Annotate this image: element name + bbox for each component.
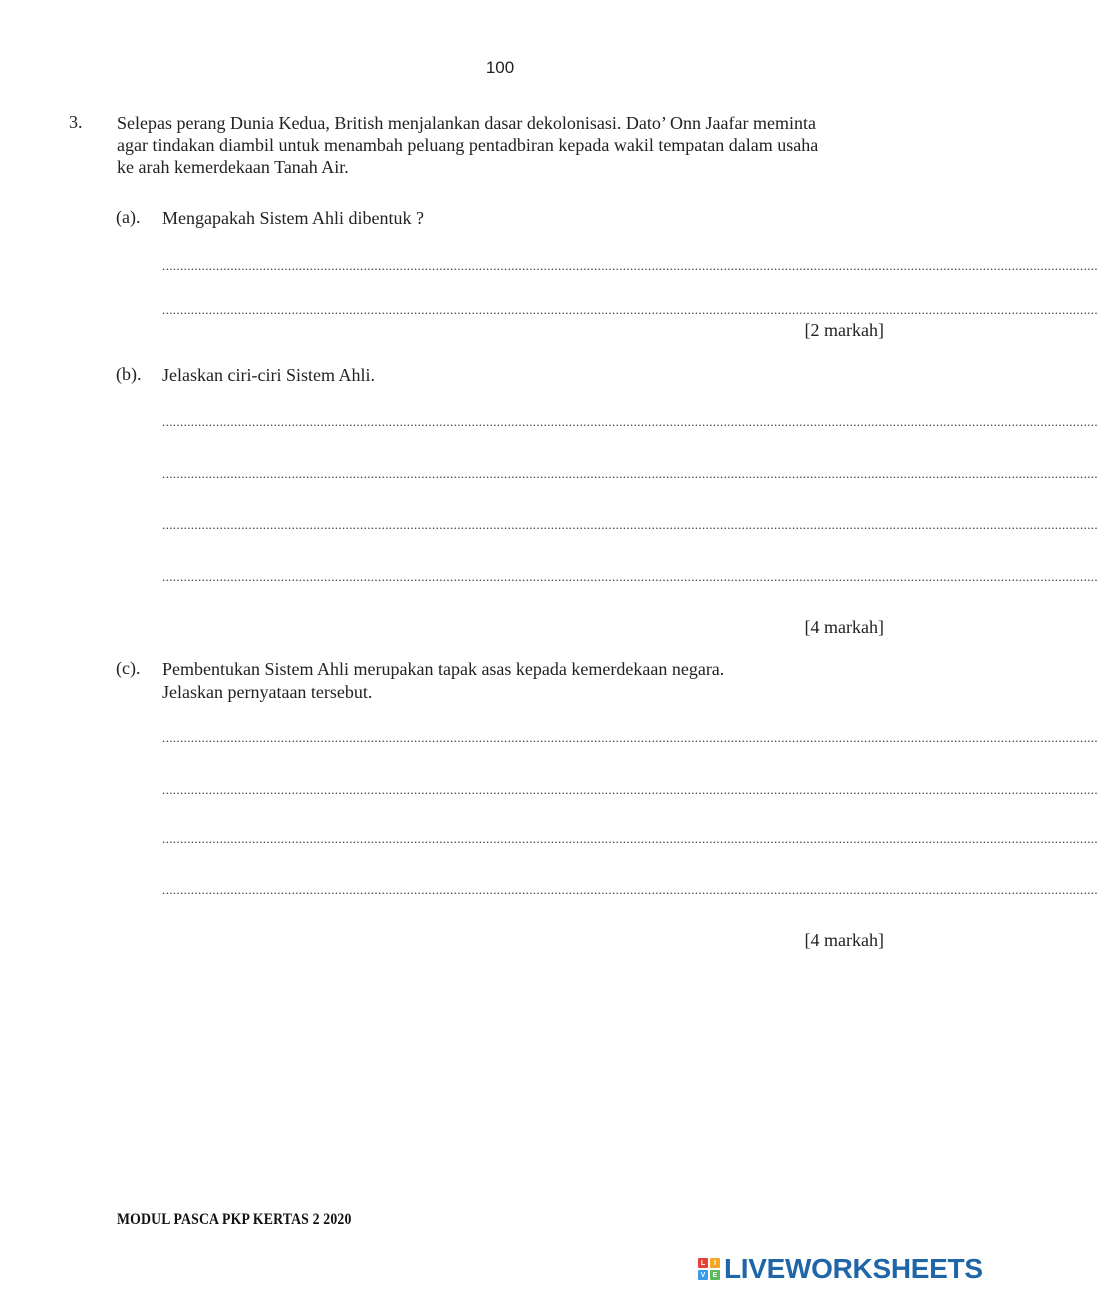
answer-line[interactable]: .................................................................................................................................................................................................................................................................... [162, 302, 1098, 317]
stem-line: Selepas perang Dunia Kedua, British menjalankan dasar dekolonisasi. Dato’ Onn Jaafar meminta [117, 113, 816, 133]
question-stem [117, 112, 897, 178]
part-c-question-line: Jelaskan pernyataan tersebut. [162, 682, 373, 702]
part-c-question-line: Pembentukan Sistem Ahli merupakan tapak asas kepada kemerdekaan negara. [162, 659, 725, 679]
part-b-question: Jelaskan ciri-ciri Sistem Ahli. [162, 365, 375, 385]
part-a-label: (a). [116, 207, 141, 227]
brand-name: LIVEWORKSHEETS [724, 1253, 983, 1284]
part-c-marks: [4 markah] [804, 930, 884, 950]
page-number: 100 [485, 58, 515, 77]
brand-logo-icon [698, 1258, 720, 1280]
brand-watermark [698, 1254, 983, 1284]
question-number: 3. [69, 112, 83, 132]
answer-line[interactable]: .................................................................................................................................................................................................................................................................... [162, 730, 1098, 745]
logo-cell: L [698, 1258, 708, 1268]
stem-line: agar tindakan diambil untuk menambah peluang pentadbiran kepada wakil tempatan dalam usaha [117, 135, 819, 155]
answer-line[interactable]: .................................................................................................................................................................................................................................................................... [162, 258, 1098, 273]
part-b-marks: [4 markah] [804, 617, 884, 637]
answer-line[interactable]: .................................................................................................................................................................................................................................................................... [162, 831, 1098, 846]
part-b-label: (b). [116, 364, 142, 384]
part-a-question: Mengapakah Sistem Ahli dibentuk ? [162, 208, 424, 228]
part-c-label: (c). [116, 658, 141, 678]
answer-line[interactable]: .................................................................................................................................................................................................................................................................... [162, 414, 1098, 429]
logo-cell: V [698, 1270, 708, 1280]
answer-line[interactable]: .................................................................................................................................................................................................................................................................... [162, 466, 1098, 481]
stem-line: ke arah kemerdekaan Tanah Air. [117, 157, 349, 177]
logo-cell: E [710, 1270, 720, 1280]
logo-cell: I [710, 1258, 720, 1268]
footer-text: MODUL PASCA PKP KERTAS 2 2020 [117, 1211, 352, 1228]
answer-line[interactable]: .................................................................................................................................................................................................................................................................... [162, 882, 1098, 897]
answer-line[interactable]: .................................................................................................................................................................................................................................................................... [162, 569, 1098, 584]
answer-line[interactable]: .................................................................................................................................................................................................................................................................... [162, 782, 1098, 797]
answer-line[interactable]: .................................................................................................................................................................................................................................................................... [162, 517, 1098, 532]
part-a-marks: [2 markah] [804, 320, 884, 340]
